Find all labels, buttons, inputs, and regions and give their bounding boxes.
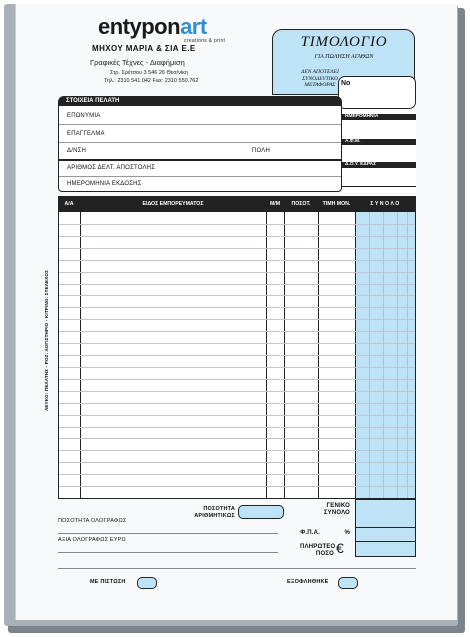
value-words-label: ΑΞΙΑ ΟΛΟΓΡΑΦΩΣ ΕΥΡΩ (58, 537, 126, 543)
column-header-description: ΕΙΔΟΣ ΕΜΠΟΡΕΥΜΑΤΟΣ (142, 201, 204, 207)
total-subcolumn-divider (383, 212, 384, 498)
company-phones: Τηλ.: 2310 541.042 Fax: 2310 550.762 (104, 78, 199, 84)
doy-field-label[interactable]: Δ.Ο.Υ. ΕΔΡΑΣ (342, 162, 416, 168)
column-divider (355, 196, 356, 499)
column-header-total: ΣΥΝΟΛΟ (370, 201, 401, 207)
logo-tagline: creations & print (184, 38, 226, 44)
table-row[interactable] (59, 295, 415, 296)
table-row[interactable] (59, 284, 415, 285)
vat-label: Φ.Π.Α. (300, 530, 320, 536)
column-header-unit-price: ΤΙΜΗ ΜΟΝ. (322, 201, 351, 207)
paid-label: ΕΞΟΦΛΗΘΗΚΕ (287, 579, 329, 585)
table-row[interactable] (59, 438, 415, 439)
divider (59, 142, 341, 143)
table-row[interactable] (59, 355, 415, 356)
company-logo (98, 14, 207, 40)
company-name: ΜΗΧΟΥ ΜΑΡΙΑ & ΣΙΑ Ε.Ε (92, 44, 196, 53)
value-words-line[interactable] (58, 552, 278, 553)
paid-checkbox[interactable] (338, 577, 358, 589)
table-row[interactable] (59, 319, 415, 320)
table-row[interactable] (59, 415, 415, 416)
customer-section-header: ΣΤΟΙΧΕΙΑ ΠΕΛΑΤΗ (58, 96, 342, 106)
table-row[interactable] (59, 331, 415, 332)
issue-date-field[interactable]: ΗΜΕΡΟΜΗΝΙΑ ΕΚΔΟΣΗΣ (67, 181, 142, 187)
table-row[interactable] (59, 307, 415, 308)
note-line: ΣΥΝΟΔΕΥΤΙΚΟ (302, 75, 338, 82)
divider (355, 541, 416, 542)
payable-label: ΠΛΗΡΩΤΕΟ ΠΟΣΟ (300, 544, 336, 557)
table-row[interactable] (59, 224, 415, 225)
table-row[interactable] (59, 272, 415, 273)
euro-icon: € (336, 540, 344, 556)
table-row[interactable] (59, 391, 415, 392)
column-header-quantity: ΠΟΣΟΤ. (291, 201, 311, 207)
column-header-unit: Μ/Μ (269, 201, 281, 207)
logo-main-text: entypon (98, 14, 181, 39)
company-services: Γραφικές Τέχνες - Διαφήμιση (90, 58, 185, 67)
table-row[interactable] (59, 450, 415, 451)
table-row[interactable] (59, 236, 415, 237)
column-header-aa: Α/Α (64, 201, 74, 207)
note-line: ΔΕΝ ΑΠΟΤΕΛΕΙ (301, 69, 339, 75)
total-subcolumn-divider (397, 212, 398, 498)
table-row[interactable] (59, 427, 415, 428)
credit-checkbox[interactable] (137, 577, 157, 589)
customer-profession-field[interactable]: ΕΠΑΓΓΕΛΜΑ (67, 131, 105, 137)
date-field-label[interactable]: ΗΜΕΡΟΜΗΝΙΑ (342, 114, 416, 120)
copy-color-note: ΛΕΥΚΟ: ΠΕΛΑΤΗΣ - ΡΟΖ: ΛΟΓΙΣΤΗΡΙΟ - ΚΙΤΡΙΝΟ: ΣΤΕΛΕΧΟΣ (44, 270, 49, 411)
table-row[interactable] (59, 248, 415, 249)
table-row[interactable] (59, 379, 415, 380)
divider (342, 186, 416, 187)
column-divider (80, 196, 81, 499)
grand-total-label: ΓΕΝΙΚΟ ΣΥΝΟΛΟ (323, 503, 350, 516)
table-row[interactable] (59, 474, 415, 475)
divider (355, 527, 416, 528)
table-row[interactable] (59, 486, 415, 487)
afm-field-label[interactable]: Α.Φ.Μ. (342, 139, 416, 145)
column-divider (284, 196, 285, 499)
divider (59, 124, 341, 125)
totals-box (355, 499, 416, 557)
customer-name-field[interactable]: ΕΠΩΝΥΜΙΑ (67, 113, 101, 119)
table-row[interactable] (59, 343, 415, 344)
total-subcolumn-divider (407, 212, 408, 498)
table-row[interactable] (59, 367, 415, 368)
customer-address-field[interactable]: Δ/ΝΣΗ (67, 148, 87, 154)
dispatch-number-field[interactable]: ΑΡΙΘΜΟΣ ΔΕΛΤ. ΑΠΟΣΤΟΛΗΣ (67, 165, 156, 171)
table-row[interactable] (59, 403, 415, 404)
invoice-title: ΤΙΜΟΛΟΓΙΟ (300, 34, 388, 50)
customer-city-field[interactable]: ΠΟΛΗ (252, 148, 271, 154)
quantity-numeric-field[interactable] (238, 505, 284, 519)
credit-label: ΜΕ ΠΙΣΤΩΣΗ (90, 579, 126, 585)
quantity-numeric-label: ΠΟΣΟΤΗΤΑ ΑΡΙΘΜΗΤΙΚΩΣ (194, 506, 235, 519)
total-subcolumn-divider (369, 212, 370, 498)
column-divider (318, 196, 319, 499)
table-row[interactable] (59, 462, 415, 463)
quantity-words-line[interactable] (58, 533, 278, 534)
note-line: ΜΕΤΑΦΟΡΑΣ (304, 82, 336, 88)
table-row[interactable] (59, 260, 415, 261)
quantity-words-label: ΠΟΣΟΤΗΤΑ ΟΛΟΓΡΑΦΩΣ (58, 518, 127, 524)
column-divider (266, 196, 267, 499)
divider (58, 568, 416, 569)
divider (59, 176, 341, 177)
invoice-subtitle: ΓΙΑ ΠΩΛΗΣΗ ΑΓΑΘΩΝ (314, 54, 374, 60)
company-address: Στρ. Σρέτσου 3 546 26 Θεσ/νίκη (110, 70, 188, 76)
logo-accent-text: art (180, 14, 207, 39)
vat-percent-label: % (344, 530, 350, 536)
invoice-number-label: No (341, 80, 351, 87)
right-fields-box (342, 111, 416, 193)
